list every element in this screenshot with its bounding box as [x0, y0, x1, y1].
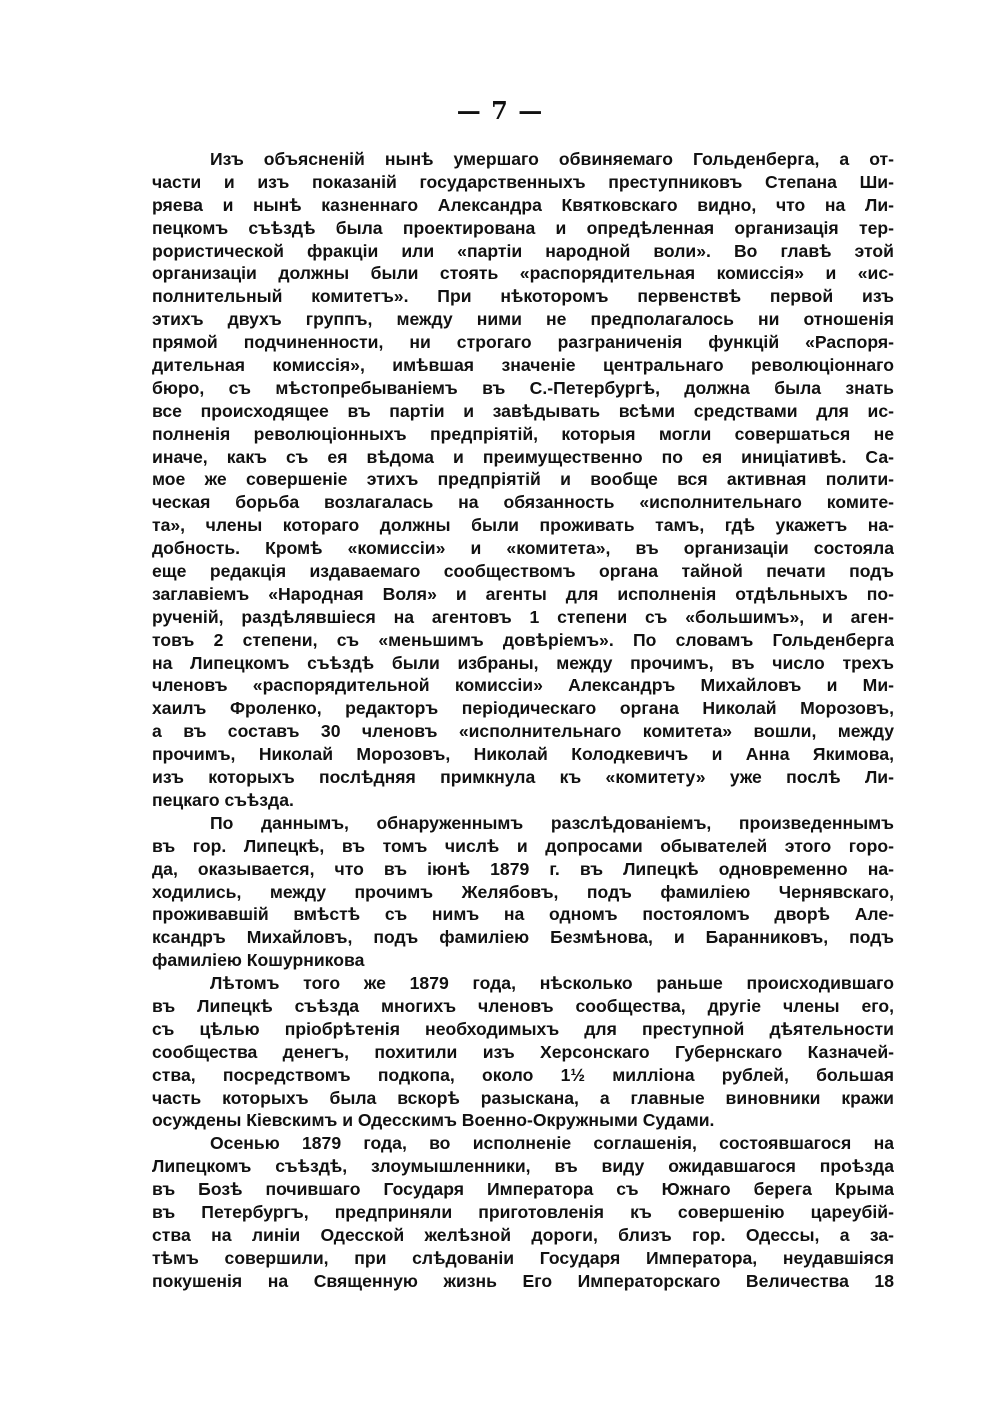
text-line: ческая борьба возлагалась на обязанность «исполнительнаго комите-	[152, 492, 894, 513]
text-line: Изъ объясненій нынѣ умершаго обвиняемаго Гольденберга, а от-	[210, 149, 894, 169]
text-line: ксандръ Михайловъ, подъ фамиліею Безмѣнова, и Баранниковъ, подъ	[152, 927, 894, 948]
text-line: въ Петербургъ, предприняли приготовленія къ совершенію цареубій-	[152, 1201, 894, 1222]
text-line: сообщества денегъ, похитили изъ Херсонскаго Губернскаго Казначей-	[152, 1041, 894, 1062]
text-line: покушенія на Священную жизнь Его Императорскаго Величества 18	[152, 1270, 894, 1291]
text-line: осуждены Кіевскимъ и Одесскимъ Военно-Окружными Судами.	[152, 1110, 715, 1131]
text-line: прочимъ, Николай Морозовъ, Николай Колодкевичъ и Анна Якимова,	[152, 744, 894, 765]
text-line: въ гор. Липецкѣ, въ томъ числѣ и допросами обывателей этого горо-	[152, 835, 894, 856]
text-line: ства на линіи Одесской желѣзной дороги, близъ гор. Одессы, а за-	[152, 1224, 894, 1245]
page-number: — 7 —	[456, 96, 544, 125]
text-line: добность. Кромѣ «комиссіи» и «комитета», въ организаціи состояла	[152, 538, 894, 559]
text-line: да, оказывается, что въ іюнѣ 1879 г. въ Липецкѣ одновременно на-	[152, 858, 894, 879]
text-line: рористической фракціи или «партіи народной воли». Во главѣ этой	[152, 240, 894, 261]
text-line: По даннымъ, обнаруженнымъ разслѣдованіемъ, произведеннымъ	[210, 812, 894, 833]
text-line: все происходящее въ партіи и завѣдывать всѣми средствами для ис-	[152, 400, 894, 421]
text-line: та», члены котораго должны были проживать тамъ, гдѣ укажетъ на-	[152, 515, 894, 536]
text-line: въ Липецкѣ съѣзда многихъ членовъ сообщества, другіе члены его,	[152, 995, 894, 1016]
text-line: заглавіемъ «Народная Воля» и агенты для исполненія отдѣльныхъ по-	[152, 583, 894, 604]
text-line: на Липецкомъ съѣздѣ были избраны, между прочимъ, въ число трехъ	[152, 652, 894, 673]
text-line: ства, посредствомъ подкопа, около 1½ милліона рублей, большая	[152, 1064, 894, 1085]
text-line: пецкаго съѣзда.	[152, 789, 294, 810]
text-line: иначе, какъ съ ея вѣдома и преимущественно по ея иниціативѣ. Са-	[152, 446, 894, 467]
text-line: въ Бозѣ почившаго Государя Императора съ Южнаго берега Крыма	[152, 1179, 894, 1200]
text-line: членовъ «распорядительной комиссіи» Александръ Михайловъ и Ми-	[152, 675, 894, 696]
text-line: фамиліею Кошурникова	[152, 950, 365, 971]
text-line: проживавшій вмѣстѣ съ нимъ на одномъ постояломъ дворѣ Але-	[152, 904, 894, 925]
text-line: этихъ двухъ группъ, между ними не предполагалось ни отношенія	[152, 309, 894, 330]
text-line: рученій, раздѣлявшіеся на агентовъ 1 степени съ «большимъ», и аген-	[152, 606, 894, 627]
text-line: мое же совершеніе этихъ предпріятій и вообще вся активная полити-	[152, 469, 894, 490]
text-line: полненія революціонныхъ предпріятій, которыя могли совершаться не	[152, 423, 894, 444]
body-text	[152, 148, 894, 1293]
text-line: а въ составъ 30 членовъ «исполнительнаго комитета» вошли, между	[152, 721, 894, 742]
text-line: части и изъ показаній государственныхъ преступниковъ Степана Ши-	[152, 171, 894, 192]
text-line: организаціи должны были стоять «распорядительная комиссія» и «ис-	[152, 263, 894, 284]
text-line: Лѣтомъ того же 1879 года, нѣсколько раньше происходившаго	[210, 973, 894, 994]
text-line: товъ 2 степени, съ «меньшимъ довѣріемъ». По словамъ Гольденберга	[152, 629, 894, 650]
text-line: ряева и нынѣ казненнаго Александра Квятковскаго видно, что на Ли-	[152, 194, 894, 215]
text-line: часть которыхъ была вскорѣ разыскана, а главные виновники кражи	[152, 1087, 894, 1108]
text-line: хаилъ Фроленко, редакторъ періодическаго органа Николай Морозовъ,	[152, 698, 894, 719]
text-line: съ цѣлью пріобрѣтенія необходимыхъ для преступной дѣятельности	[152, 1018, 894, 1039]
text-line: Осенью 1879 года, во исполненіе соглашенія, состоявшагося на	[210, 1133, 894, 1154]
text-line: ходились, между прочимъ Желябовъ, подъ фамиліею Чернявскаго,	[152, 881, 894, 902]
text-line: прямой подчиненности, ни строгаго разграниченія функцій «Распоря-	[152, 332, 894, 353]
text-line: полнительный комитетъ». При нѣкоторомъ первенствѣ первой изъ	[152, 286, 894, 307]
text-line: еще редакція издаваемаго сообществомъ органа тайной печати подъ	[152, 561, 894, 582]
text-line: дительная комиссія», имѣвшая значеніе центральнаго революціоннаго	[152, 355, 894, 376]
text-line: тѣмъ совершили, при слѣдованіи Государя Императора, неудавшіяся	[152, 1247, 894, 1268]
text-line: бюро, съ мѣстопребываніемъ въ С.-Петербургѣ, должна была знать	[152, 377, 894, 398]
text-line: изъ которыхъ послѣдняя примкнула къ «комитету» уже послѣ Ли-	[152, 767, 894, 788]
text-line: пецкомъ съѣздѣ была проектирована и опредѣленная организація тер-	[152, 217, 894, 238]
text-line: Липецкомъ съѣздѣ, злоумышленники, въ виду ожидавшагося проѣзда	[152, 1156, 894, 1177]
